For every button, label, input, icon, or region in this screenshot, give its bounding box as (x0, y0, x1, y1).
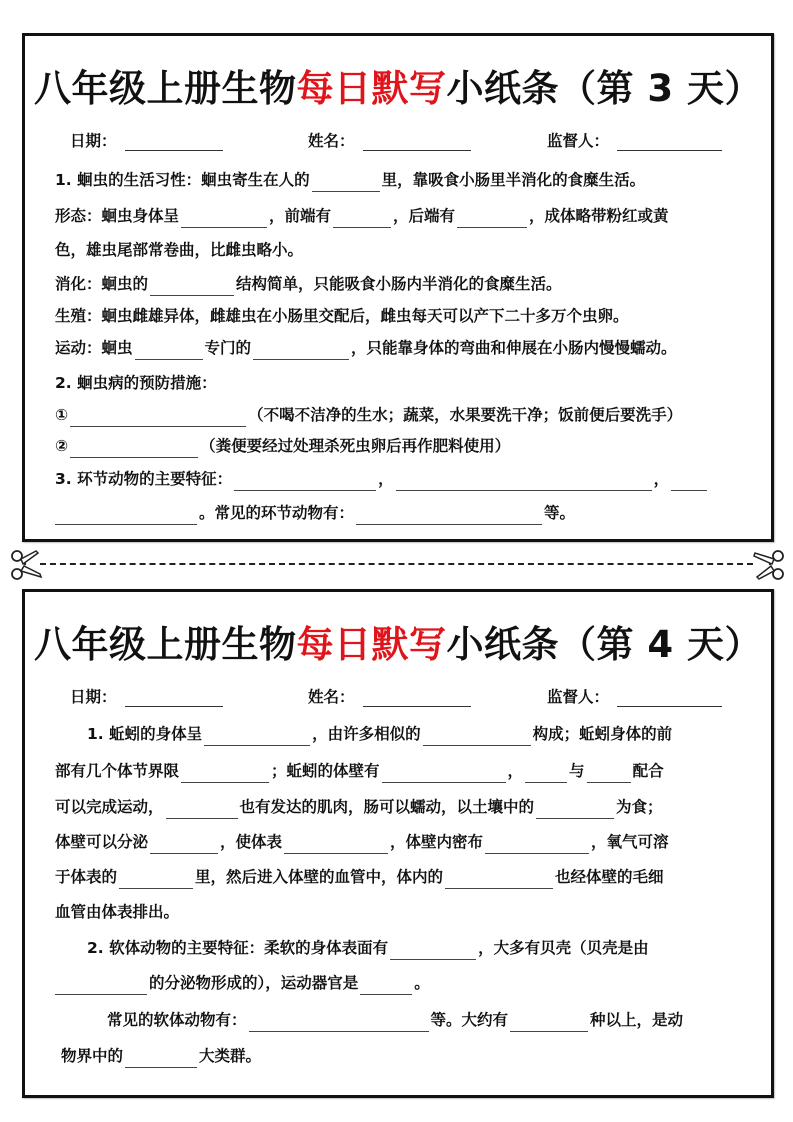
text-line (55, 501, 575, 525)
text-line (55, 272, 562, 296)
fill-blank[interactable] (166, 799, 238, 819)
text: ，氧气可溶 (591, 833, 669, 851)
fill-blank[interactable] (587, 763, 631, 783)
text: ，成体略带粉红或黄 (529, 207, 669, 225)
text-line (55, 238, 303, 262)
text-line (55, 434, 510, 458)
text: 常见的软体动物有： (107, 1011, 247, 1029)
text: 配合 (632, 762, 664, 780)
text: 的分泌物形成的），运动器官是 (149, 974, 359, 992)
text: ， (378, 470, 394, 488)
text: 种以上，是动 (590, 1011, 684, 1029)
meta-row (25, 129, 771, 153)
text: （不喝不洁净的生水；蔬菜，水果要洗干净；饭前便后要洗手） (248, 406, 683, 424)
text: 2. 软体动物的主要特征：柔软的身体表面有 (87, 939, 389, 957)
name-field[interactable] (363, 130, 471, 151)
supervisor-label: 监督人： (547, 688, 610, 706)
text: 也经体壁的毛细 (555, 868, 664, 886)
text: 体壁可以分泌 (55, 833, 149, 851)
date-field[interactable] (125, 686, 223, 707)
text: 3. 环节动物的主要特征： (55, 470, 233, 488)
text: 也有发达的肌肉，肠可以蠕动，以土壤中的 (239, 798, 535, 816)
fill-blank[interactable] (485, 834, 589, 854)
text: 1. 蚯蚓的身体呈 (87, 725, 203, 743)
fill-blank[interactable] (150, 276, 234, 296)
fill-blank[interactable] (312, 172, 380, 192)
fill-blank[interactable] (135, 340, 203, 360)
fill-blank[interactable] (445, 869, 553, 889)
text-line (55, 900, 179, 924)
text: 2. 蛔虫病的预防措施： (55, 374, 217, 392)
text-line (55, 830, 669, 854)
text-line (55, 204, 669, 228)
cut-dashed-line (40, 563, 753, 565)
text-line (55, 371, 217, 395)
dictation-card-day-4 (22, 589, 774, 1098)
title-highlight: 每日默写 (296, 623, 447, 666)
text-line (55, 971, 430, 995)
text-line (55, 467, 709, 491)
fill-blank[interactable] (356, 505, 542, 525)
fill-blank[interactable] (70, 407, 246, 427)
name-meta (308, 129, 471, 151)
text: ，使体表 (220, 833, 283, 851)
fill-blank[interactable] (150, 834, 218, 854)
scissors-icon (10, 549, 44, 581)
text: ，体壁内密布 (390, 833, 484, 851)
fill-blank[interactable] (204, 726, 310, 746)
text: ② (55, 437, 69, 455)
title-suffix: 小纸条（第 4 天） (446, 623, 762, 666)
text: 物界中的 (61, 1047, 124, 1065)
title-prefix: 八年级上册生物 (33, 623, 297, 666)
text-line (87, 722, 672, 746)
date-label: 日期： (70, 688, 117, 706)
fill-blank[interactable] (525, 763, 567, 783)
text: 生殖：蛔虫雌雄异体，雌雄虫在小肠里交配后，雌虫每天可以产下二十多万个虫卵。 (55, 307, 629, 325)
text-line (55, 865, 664, 889)
text-line (55, 304, 629, 328)
name-meta (308, 685, 471, 707)
text-line (55, 336, 677, 360)
fill-blank[interactable] (284, 834, 388, 854)
card-title (25, 614, 771, 668)
fill-blank[interactable] (382, 763, 506, 783)
date-meta (70, 685, 223, 707)
text: ，后端有 (393, 207, 456, 225)
text: ① (55, 406, 69, 424)
text: 于体表的 (55, 868, 118, 886)
fill-blank[interactable] (234, 471, 376, 491)
fill-blank[interactable] (333, 208, 391, 228)
text-line (55, 795, 663, 819)
fill-blank[interactable] (510, 1012, 588, 1032)
fill-blank[interactable] (423, 726, 531, 746)
title-prefix: 八年级上册生物 (33, 67, 297, 110)
fill-blank[interactable] (390, 940, 476, 960)
supervisor-meta (547, 685, 722, 707)
fill-blank[interactable] (70, 438, 198, 458)
fill-blank[interactable] (55, 975, 147, 995)
text: 形态：蛔虫身体呈 (55, 207, 180, 225)
text: 结构简单，只能吸食小肠内半消化的食糜生活。 (236, 275, 562, 293)
title-highlight: 每日默写 (296, 67, 447, 110)
scissors-icon (751, 549, 785, 581)
text-line (61, 1044, 261, 1068)
text: 与 (569, 762, 585, 780)
fill-blank[interactable] (536, 799, 614, 819)
dictation-card-day-3 (22, 33, 774, 542)
text: 为食； (616, 798, 663, 816)
text: 可以完成运动， (55, 798, 164, 816)
text-line (107, 1008, 683, 1032)
text: 1. 蛔虫的生活习性：蛔虫寄生在人的 (55, 171, 310, 189)
fill-blank[interactable] (181, 763, 269, 783)
text-line (55, 403, 682, 427)
text: 。 (414, 974, 430, 992)
text: ，大多有贝壳（贝壳是由 (478, 939, 649, 957)
text: 色，雄虫尾部常卷曲，比雌虫略小。 (55, 241, 304, 259)
text-line (87, 936, 649, 960)
meta-row (25, 685, 771, 709)
text: ， (507, 762, 524, 780)
text: 等。大约有 (430, 1011, 509, 1029)
card-title (25, 58, 771, 112)
supervisor-field[interactable] (617, 686, 722, 707)
text: 专门的 (204, 339, 252, 357)
text: 血管由体表排出。 (55, 903, 180, 921)
text: 消化：蛔虫的 (55, 275, 149, 293)
text: 大类群。 (199, 1047, 262, 1065)
supervisor-field[interactable] (617, 130, 722, 151)
text: ，前端有 (269, 207, 332, 225)
text: 构成；蚯蚓身体的前 (532, 725, 673, 743)
text: 。常见的环节动物有： (199, 504, 355, 522)
text: 部有几个体节界限 (55, 762, 180, 780)
fill-blank[interactable] (119, 869, 193, 889)
fill-blank[interactable] (360, 975, 412, 995)
fill-blank[interactable] (55, 505, 197, 525)
text: 里，然后进入体壁的血管中，体内的 (195, 868, 444, 886)
title-suffix: 小纸条（第 3 天） (446, 67, 762, 110)
supervisor-meta (547, 129, 722, 151)
text-line (55, 759, 664, 783)
text: 等。 (544, 504, 576, 522)
fill-blank[interactable] (396, 471, 652, 491)
fill-blank[interactable] (671, 471, 707, 491)
fill-blank[interactable] (253, 340, 349, 360)
text: 运动：蛔虫 (55, 339, 133, 357)
text: 里，靠吸食小肠里半消化的食糜生活。 (381, 171, 646, 189)
name-label: 姓名： (308, 688, 355, 706)
fill-blank[interactable] (181, 208, 267, 228)
text: ，只能靠身体的弯曲和伸展在小肠内慢慢蠕动。 (351, 339, 677, 357)
text: ， (653, 470, 670, 488)
supervisor-label: 监督人： (547, 132, 610, 150)
name-field[interactable] (363, 686, 471, 707)
date-meta (70, 129, 223, 151)
text: （粪便要经过处理杀死虫卵后再作肥料使用） (200, 437, 511, 455)
fill-blank[interactable] (125, 1048, 197, 1068)
text-line (55, 168, 645, 192)
fill-blank[interactable] (249, 1012, 429, 1032)
date-field[interactable] (125, 130, 223, 151)
fill-blank[interactable] (457, 208, 527, 228)
date-label: 日期： (70, 132, 117, 150)
text: ；蚯蚓的体壁有 (271, 762, 380, 780)
name-label: 姓名： (308, 132, 355, 150)
text: ，由许多相似的 (312, 725, 421, 743)
